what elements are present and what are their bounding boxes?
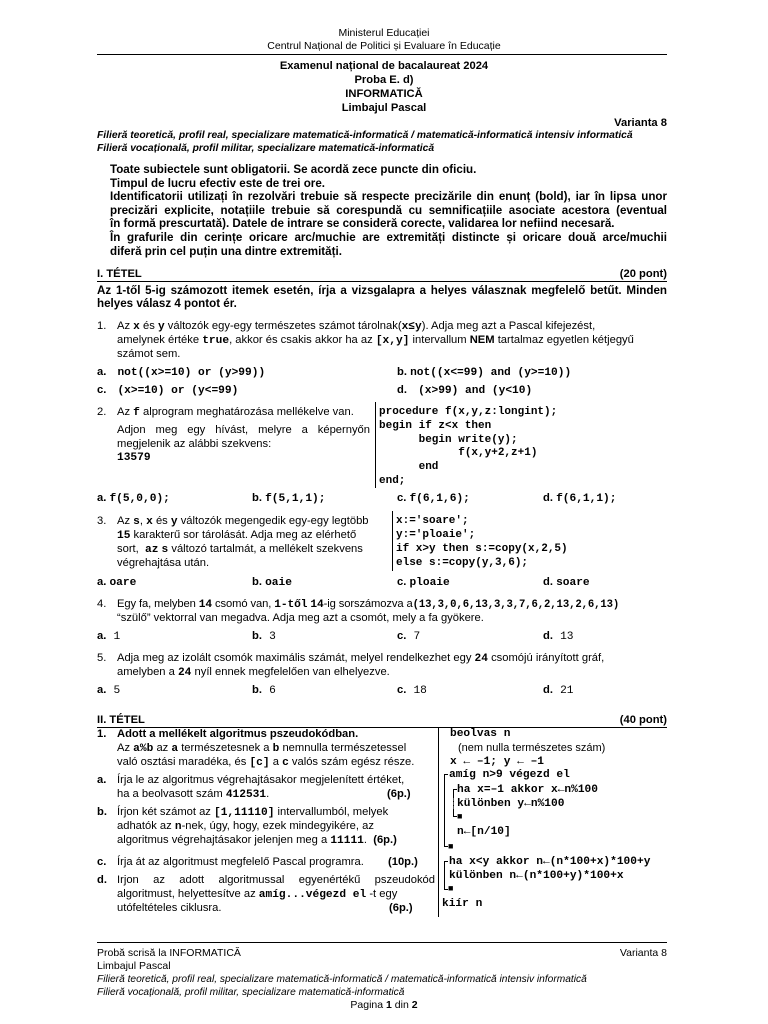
option-text: oare: [109, 577, 137, 589]
option-letter: a.: [97, 684, 107, 696]
s2-sub-d-letter: d.: [97, 874, 107, 886]
option-letter: d.: [543, 630, 553, 642]
exam-title: Examenul național de bacalaureat 2024: [279, 60, 489, 72]
s2-sub-b-points: (6p.): [373, 834, 397, 846]
proba-title: Proba E. d): [354, 74, 414, 86]
s2-sub-a-line-2: [117, 788, 269, 802]
code-floor-c: [c]: [249, 757, 270, 769]
code-line: if x>y then s:=copy(x,2,5): [396, 543, 568, 555]
option-text: 18: [413, 685, 427, 697]
option-letter: a.: [97, 366, 107, 378]
instructions: [110, 163, 667, 258]
s2-sub-b-letter: b.: [97, 806, 107, 818]
text: csomójú irányított gráf,: [491, 652, 605, 664]
text: a: [272, 756, 279, 768]
option-letter: d.: [543, 492, 553, 504]
text: az: [156, 742, 169, 754]
code-line: end;: [379, 474, 406, 487]
code-line: else s:=copy(y,3,6);: [396, 557, 529, 569]
q3-line-4: végrehajtása után.: [117, 557, 210, 569]
text: algoritmus végrehajtásakor jelenjen meg a: [117, 834, 328, 846]
code-24: 24: [474, 653, 488, 665]
s2-sub-c-letter: c.: [97, 856, 107, 868]
q1-line-2: [117, 334, 634, 348]
text: .: [363, 834, 367, 846]
q5-line-1: [117, 652, 604, 666]
q3-option-b: [252, 576, 292, 590]
text: -t egy: [369, 888, 398, 900]
intro-line: Az 1-től 5-ig számozott itemek esetén, írja a vizsgalapra a helyes válasznak megfelelő betűt. Minden: [97, 284, 667, 297]
text: Az: [117, 515, 131, 527]
total-pages: 2: [411, 999, 418, 1011]
option-text: (x>99) and (y<10): [418, 385, 533, 397]
text: ,: [139, 515, 143, 527]
s2-sub-b-line-1: [117, 806, 388, 820]
q4-line-2: “szülő” vektorral van megadva. Adja meg azt a csomót, mely a fa gyökere.: [117, 612, 484, 624]
instruction-line: Identificatorii utilizați în rezolvări trebuie să respecte precizările din enunț (bold), iar în lipsa unor: [110, 190, 667, 204]
q1-option-a: [97, 366, 265, 380]
code-b: b: [272, 743, 280, 755]
text: és: [155, 515, 168, 527]
end-mark: ■: [448, 841, 454, 851]
code-14: 14: [198, 599, 212, 611]
text: Adja meg az izolált csomók maximális számát, melyel rendelkezhet egy: [117, 652, 472, 664]
q4-option-c: [397, 630, 420, 644]
pseudo-line: ha x<y akkor n←(n*100+x)*100+y: [449, 856, 651, 868]
s2-item-number: 1.: [97, 728, 107, 740]
option-text: f(6,1,1);: [556, 493, 617, 505]
instruction-line: Timpul de lucru efectiv este de trei ore.: [110, 176, 325, 190]
ministry-name: Ministerul Educației: [338, 27, 430, 39]
option-text: 5: [113, 685, 121, 697]
code-az: az: [144, 544, 159, 556]
code-24: 24: [177, 667, 192, 679]
code-x: x: [146, 516, 153, 528]
center-name: Centrul Național de Politici și Evaluare în Educație: [267, 40, 501, 52]
pseudo-line: amíg n>9 végezd el: [449, 769, 570, 781]
q2-option-a: [97, 492, 170, 506]
pseudo-line: n←[n/10]: [457, 826, 511, 838]
s2-sub-a-line-1: Írja le az algoritmus végrehajtásakor megjelenített értéket,: [117, 774, 405, 786]
loop-bracket: [444, 774, 445, 832]
q2-option-c: [397, 492, 470, 506]
s2-sub-d-points: (6p.): [389, 902, 413, 914]
text: amelynek értéke: [117, 334, 200, 346]
code-line: f(x,y+2,z+1): [379, 447, 538, 460]
code-amodb: a%b: [133, 743, 154, 755]
option-letter: a.: [97, 492, 107, 504]
text: Egy fa, melyben: [117, 598, 196, 610]
code-line: begin write(y);: [379, 433, 518, 446]
s2-sub-c-points: (10p.): [388, 856, 418, 868]
q1-option-c: [97, 384, 238, 398]
text: természetesnek a: [181, 742, 270, 754]
text: -ig sorszámozva a: [323, 598, 413, 610]
q4-option-b: [252, 630, 276, 644]
if2-bracket-top: [444, 861, 448, 862]
text: sort,: [117, 543, 139, 555]
code-line: end: [379, 461, 439, 474]
q4-number: 4.: [97, 598, 107, 610]
q5-option-d: [543, 684, 574, 698]
q3-code-block: [396, 514, 568, 570]
option-letter: a.: [97, 630, 107, 642]
q5-option-b: [252, 684, 276, 698]
code-n: n: [174, 821, 182, 833]
q3-code-border: [392, 511, 393, 571]
subject-title: INFORMATICĂ: [345, 88, 423, 100]
footer-variant: Varianta 8: [619, 947, 667, 959]
option-text: 7: [413, 631, 421, 643]
option-text: not((x>=10) or (y>99)): [117, 367, 266, 379]
s2-heading: Adott a mellékelt algoritmus pszeudokódban.: [117, 728, 359, 740]
code-from: 1-től: [274, 599, 308, 611]
option-text: ploaie: [409, 577, 450, 589]
instruction-line: în formă prescurtată). Datele de intrare se consideră corecte, validarea lor nefiind necesară.: [110, 217, 615, 231]
text: intervallumból, melyek: [277, 806, 389, 818]
s2-para-line-2: [117, 756, 414, 770]
s2-sub-a-letter: a.: [97, 774, 107, 786]
section-1-divider: [97, 281, 667, 282]
text: -nek, úgy, hogy, ezek mindegyikére, az: [181, 820, 374, 832]
text: ). Adja meg azt a Pascal kifejezést,: [421, 320, 596, 332]
q1-line-3: számot sem.: [117, 348, 181, 360]
text: nyíl ennek megfelelően van elhelyezve.: [194, 666, 390, 678]
q4-line-1: [117, 598, 619, 612]
q3-option-d: [543, 576, 590, 590]
q2-line-1: [117, 406, 354, 420]
filiera-line-1: Filieră teoretică, profil real, specializare matematică-informatică / matematică-informatică intensiv informatică: [97, 130, 633, 141]
q5-number: 5.: [97, 652, 107, 664]
q1-number: 1.: [97, 320, 107, 332]
q1-line-1: [117, 320, 595, 334]
text: amelyben a: [117, 666, 175, 678]
text: din: [394, 999, 409, 1011]
option-text: f(5,1,1);: [265, 493, 326, 505]
q1-option-d: [397, 384, 532, 398]
code-f: f: [133, 407, 140, 419]
option-text: (x>=10) or (y<=99): [117, 385, 239, 397]
text: ha a beolvasott szám: [117, 788, 223, 800]
option-text: not((x<=99) and (y>=10)): [410, 367, 572, 379]
option-text: oaie: [265, 577, 292, 589]
section-2-column-divider: [438, 727, 439, 917]
language-title: Limbajul Pascal: [341, 102, 427, 114]
q5-option-c: [397, 684, 427, 698]
q2-line-2: Adjon meg egy hívást, melyre a képernyőn: [117, 424, 370, 436]
q2-option-b: [252, 492, 326, 506]
text: való osztási maradéka, és: [117, 756, 247, 768]
q2-option-d: [543, 492, 617, 506]
footer-line-2: Limbajul Pascal: [97, 960, 171, 972]
variant-label: Varianta 8: [614, 117, 667, 129]
instruction-line: diferă prin cel puțin una dintre extremități.: [110, 244, 342, 258]
q2-sequence: 13579: [117, 452, 151, 464]
code-number: 11111: [330, 835, 364, 847]
q5-option-a: [97, 684, 120, 698]
section-1-points: (20 pont): [619, 268, 667, 280]
q2-line-3: megjelenik az alábbi szekvens:: [117, 438, 272, 450]
s2-sub-d-line-3: utófeltételes ciklusra.: [117, 902, 222, 914]
option-letter: b.: [252, 492, 262, 504]
s2-para-line-1: [117, 742, 406, 756]
code-y: y: [157, 321, 165, 333]
page-number: [0, 999, 768, 1012]
pseudo-line: kiír n: [442, 898, 483, 910]
q2-code-border: [375, 402, 376, 488]
text: Az: [117, 406, 131, 418]
code-true: true: [202, 335, 230, 347]
option-text: 21: [560, 685, 574, 697]
option-letter: c.: [397, 492, 407, 504]
code-line: y:='ploaie';: [396, 529, 476, 541]
text: és: [143, 320, 155, 332]
option-letter: a.: [97, 576, 107, 588]
option-text: 1: [113, 631, 121, 643]
emphasis-nem: NEM: [469, 334, 495, 346]
section-1-title: I. TÉTEL: [97, 268, 142, 280]
footer-line-4: Filieră vocațională, profil militar, specializare matematică-informatică: [97, 987, 405, 998]
q4-option-a: [97, 630, 120, 644]
q5-line-2: [117, 666, 390, 680]
option-text: f(6,1,6);: [409, 493, 470, 505]
code-s: s: [133, 516, 140, 528]
end-mark: ■: [448, 883, 454, 893]
option-letter: b.: [252, 684, 262, 696]
code-x-le-y: x≤y: [401, 321, 422, 333]
code-keyword: amíg...végezd el: [258, 889, 367, 901]
code-c: c: [282, 757, 289, 769]
pseudo-comment: (nem nulla természetes szám): [458, 742, 606, 754]
pseudo-line: beolvas n: [450, 728, 511, 740]
q3-option-c: [397, 576, 450, 590]
q1-option-b: [397, 366, 571, 380]
code-line: begin if z<x then: [379, 419, 492, 432]
q2-code-block: [379, 406, 557, 489]
code-a: a: [171, 743, 179, 755]
text: nemnulla természetessel: [282, 742, 407, 754]
text: valós szám egész része.: [291, 756, 415, 768]
text: változó tartalmát, a mellékelt szekvens: [171, 543, 363, 555]
s2-sub-b-line-3: [117, 834, 397, 848]
code-number: 412531: [225, 789, 267, 801]
intro-line: helyes válasz 4 pontot ér.: [97, 297, 237, 310]
option-text: 3: [269, 631, 276, 643]
option-letter: d.: [543, 576, 553, 588]
if2-bracket: [444, 861, 445, 889]
code-line: procedure f(x,y,z:longint);: [379, 406, 558, 418]
text: csomó van,: [215, 598, 272, 610]
instruction-line: Toate subiectele sunt obligatorii. Se acordă zece puncte din oficiu.: [110, 163, 477, 176]
code-s: s: [161, 544, 169, 556]
text: karakterű sor tárolását. Adja meg az elérhető: [133, 529, 357, 541]
text: Az: [117, 742, 131, 754]
option-letter: c.: [397, 684, 407, 696]
text: adhatók az: [117, 820, 172, 832]
option-letter: c.: [97, 384, 107, 396]
s2-sub-b-line-2: [117, 820, 374, 834]
code-line: x:='soare';: [396, 515, 469, 527]
section-1-intro: [97, 284, 667, 310]
end-mark: ■: [457, 811, 463, 821]
header-divider: [97, 54, 667, 55]
footer-divider: [97, 942, 667, 943]
s2-sub-c-text: Írja át az algoritmust megfelelő Pascal programra.: [117, 856, 364, 868]
q3-option-a: [97, 576, 136, 590]
s2-sub-d-line-1: Irjon az adott algoritmussal egyenértékű pszeudokód: [117, 874, 435, 886]
text: , akkor és csakis akkor ha az: [229, 334, 373, 346]
instruction-line: precizări explicite, notațiile trebuie să corespundă cu semnificațiile asociate acestora (eventual: [110, 203, 667, 217]
code-15: 15: [117, 530, 131, 542]
pseudo-line: x ← –1; y ← –1: [450, 756, 544, 768]
q2-number: 2.: [97, 406, 107, 418]
code-x: x: [133, 321, 140, 333]
text: Írjon két számot az: [117, 806, 211, 818]
section-2-title: II. TÉTEL: [97, 714, 145, 726]
text: intervallum: [412, 334, 467, 346]
footer-line-1: Probă scrisă la INFORMATICĂ: [97, 947, 241, 959]
option-text: 6: [269, 685, 276, 697]
q4-option-d: [543, 630, 574, 644]
option-text: f(5,0,0);: [109, 493, 170, 505]
option-letter: b.: [252, 576, 262, 588]
option-letter: b.: [397, 366, 407, 378]
text: változók megengedik egy-egy legtöbb: [180, 515, 369, 527]
option-letter: d.: [397, 384, 407, 396]
text: alprogram meghatározása mellékelve van.: [143, 406, 354, 418]
text: .: [266, 788, 270, 800]
option-letter: d.: [543, 684, 553, 696]
text: tartalmaz egyetlen kétjegyű: [497, 334, 634, 346]
option-text: 13: [560, 631, 574, 643]
q3-number: 3.: [97, 515, 107, 527]
option-letter: c.: [397, 630, 407, 642]
instruction-line: În grafurile din cerințe oricare arc/muchie are extremități distincte și oricare două arce/muchii: [110, 230, 667, 244]
text: változók egy-egy természetes számot tárolnak(: [167, 320, 402, 332]
code-parent-vector: (13,3,0,6,13,3,3,7,6,2,13,2,6,13): [412, 599, 620, 611]
q3-line-3: [117, 543, 363, 557]
code-14: 14: [310, 599, 324, 611]
filiera-line-2: Filieră vocațională, profil militar, specializare matematică-informatică: [97, 143, 435, 154]
text: algoritmust, helyettesítve az: [117, 888, 256, 900]
option-letter: b.: [252, 630, 262, 642]
pseudo-line: különben n←(n*100+y)*100+x: [449, 870, 624, 882]
code-y: y: [170, 516, 178, 528]
text: Az: [117, 320, 131, 332]
loop-bracket-top: [444, 774, 448, 775]
loop-bracket-tail: [444, 832, 445, 846]
option-letter: c.: [397, 576, 407, 588]
section-2-points: (40 pont): [619, 714, 667, 726]
s2-sub-d-line-2: [117, 888, 397, 902]
s2-sub-a-points: (6p.): [387, 788, 411, 800]
code-interval: [1,11110]: [214, 807, 275, 819]
option-text: soare: [556, 577, 590, 589]
q3-line-2: [117, 529, 356, 543]
code-interval: [x,y]: [375, 335, 410, 347]
q3-line-1: [117, 515, 369, 529]
text: Pagina: [350, 999, 384, 1011]
else-separator: [453, 798, 454, 809]
current-page: 1: [386, 999, 392, 1011]
pseudo-line: ha x=–1 akkor x←n%100: [457, 784, 598, 796]
pseudo-line: különben y←n%100: [457, 798, 565, 810]
footer-line-3: Filieră teoretică, profil real, specializare matematică-informatică / matematică-informatică intensiv informatică: [97, 974, 587, 985]
